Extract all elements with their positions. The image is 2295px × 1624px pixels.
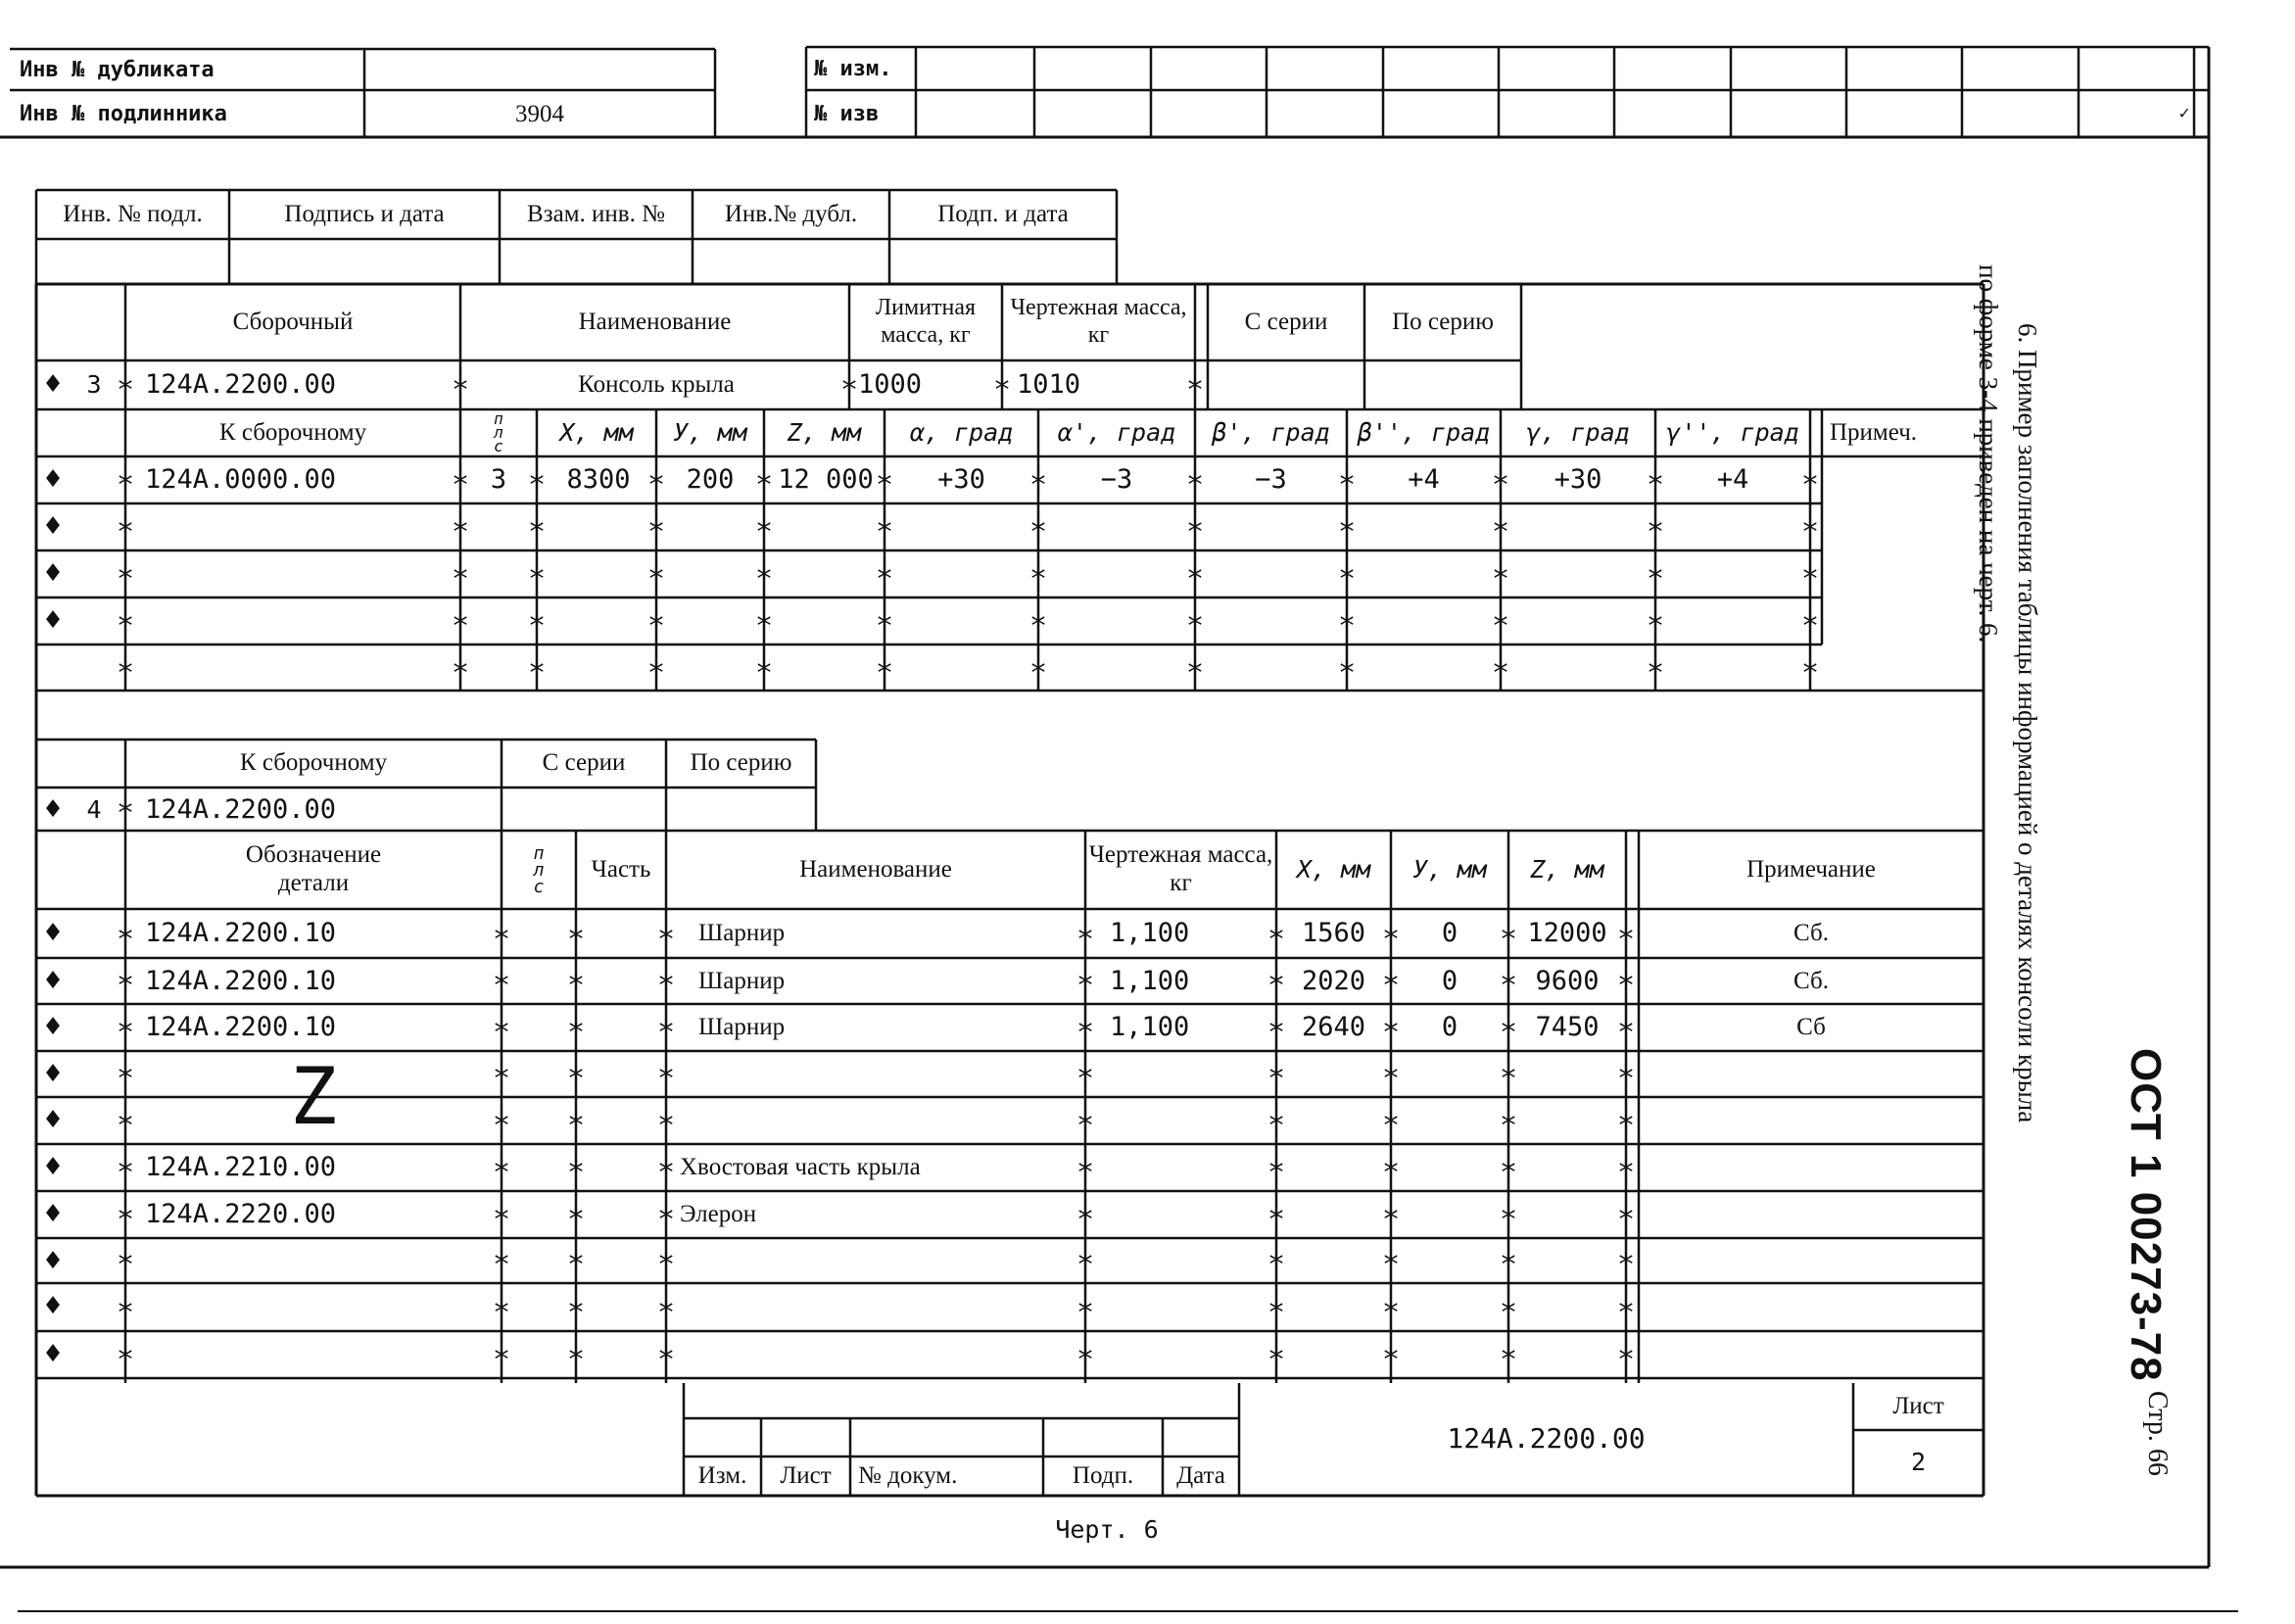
separator-star: *: [1381, 1016, 1401, 1050]
sig-header-sign-date: Подп. и дата: [937, 200, 1069, 227]
t1-sub-row-alpha[interactable]: +30: [937, 464, 985, 496]
t2-header-z: Z, мм: [1530, 854, 1604, 884]
separator-star: *: [1499, 1062, 1518, 1096]
t1-header-to-series: По серию: [1392, 308, 1494, 335]
separator-star: *: [492, 1296, 511, 1330]
t2-header-pls: п л с: [533, 842, 545, 897]
t1-sub-header-beta2: β'', град: [1357, 417, 1491, 447]
t1-header-drawing-mass: Чертежная масса, кг: [1010, 295, 1187, 348]
separator-star: *: [1800, 468, 1820, 502]
separator-star: *: [1076, 1016, 1095, 1050]
table-row-name[interactable]: Хвостовая часть крыла: [680, 1153, 921, 1180]
separator-star: *: [1491, 562, 1510, 597]
title-label-doc-number: № докум.: [858, 1461, 958, 1489]
t1-sub-row-marker: ♦: [43, 461, 63, 497]
table-row-name[interactable]: Шарнир: [698, 919, 786, 946]
table-row-mass[interactable]: 1,100: [1110, 1012, 1190, 1043]
t1-sub-row-z[interactable]: 12 000: [778, 464, 874, 496]
separator-star: *: [1616, 1343, 1636, 1377]
table-row-designation[interactable]: 124А.2200.10: [145, 1012, 337, 1043]
separator-star: *: [1616, 1296, 1636, 1330]
separator-star: *: [116, 468, 135, 502]
t1-sub-header-alpha1: α', град: [1057, 417, 1176, 447]
separator-star: *: [116, 923, 135, 957]
title-label-change: Изм.: [697, 1461, 747, 1489]
separator-star: *: [754, 515, 774, 549]
separator-star: *: [1616, 1016, 1636, 1050]
separator-star: *: [1381, 1343, 1401, 1377]
separator-star: *: [1646, 562, 1665, 597]
separator-star: *: [1267, 1203, 1286, 1237]
separator-star: *: [1616, 1062, 1636, 1096]
inv-original-label: Инв № подлинника: [20, 102, 227, 127]
separator-star: *: [1381, 1156, 1401, 1190]
separator-star: *: [527, 609, 547, 644]
t1-sub-header-alpha: α, град: [909, 417, 1014, 447]
separator-star: *: [1616, 1203, 1636, 1237]
table-row-note[interactable]: Сб.: [1793, 967, 1829, 994]
sig-header-inv-duplicate: Инв.№ дубл.: [724, 200, 858, 227]
separator-star: *: [1267, 1296, 1286, 1330]
separator-star: *: [1646, 468, 1665, 502]
change-number-label: № изм.: [814, 57, 892, 82]
separator-star: *: [1499, 1016, 1518, 1050]
separator-star: *: [527, 562, 547, 597]
t1-sub-header-beta1: β', град: [1212, 417, 1330, 447]
separator-star: *: [492, 923, 511, 957]
separator-star: *: [451, 373, 470, 407]
table-row-marker: ♦: [43, 1288, 63, 1323]
table-row-y[interactable]: 0: [1441, 918, 1458, 949]
separator-star: *: [1028, 656, 1048, 691]
separator-star: *: [1076, 923, 1095, 957]
table-row-y[interactable]: 0: [1441, 1012, 1458, 1043]
t1-empty-row-marker: ♦: [43, 508, 63, 544]
separator-star: *: [492, 969, 511, 1003]
separator-star: *: [646, 562, 666, 597]
separator-star: *: [451, 468, 470, 502]
separator-star: *: [451, 656, 470, 691]
separator-star: *: [116, 609, 135, 644]
separator-star: *: [875, 515, 894, 549]
separator-star: *: [116, 1296, 135, 1330]
t1-empty-row-marker: ♦: [43, 555, 63, 591]
table-row-y[interactable]: 0: [1441, 966, 1458, 997]
separator-star: *: [492, 1248, 511, 1282]
separator-star: *: [1616, 1109, 1636, 1143]
table-row-x[interactable]: 1560: [1301, 918, 1366, 949]
separator-star: *: [1076, 1062, 1095, 1096]
separator-star: *: [492, 1156, 511, 1190]
separator-star: *: [1646, 515, 1665, 549]
table-row-marker: ♦: [43, 1056, 63, 1091]
table-row-mass[interactable]: 1,100: [1110, 966, 1190, 997]
separator-star: *: [116, 656, 135, 691]
t2-header-to-assembly: К сборочному: [239, 749, 388, 777]
separator-star: *: [1337, 515, 1357, 549]
separator-star: *: [1646, 609, 1665, 644]
table-row-designation[interactable]: 124А.2220.00: [145, 1199, 337, 1230]
separator-star: *: [1499, 1156, 1518, 1190]
separator-star: *: [646, 656, 666, 691]
table-row-designation[interactable]: 124А.2210.00: [145, 1152, 337, 1183]
separator-star: *: [754, 609, 774, 644]
table-row-z[interactable]: 9600: [1535, 966, 1600, 997]
separator-star: *: [656, 1203, 676, 1237]
separator-star: *: [566, 1016, 586, 1050]
separator-star: *: [1267, 1156, 1286, 1190]
t1-header-name: Наименование: [578, 308, 732, 335]
separator-star: *: [1499, 1203, 1518, 1237]
separator-star: *: [1800, 562, 1820, 597]
separator-star: *: [1491, 515, 1510, 549]
t1-sub-row-pls[interactable]: 3: [490, 464, 507, 496]
t2-header-designation: Обозначение детали: [245, 841, 382, 896]
separator-star: *: [1185, 515, 1205, 549]
separator-star: *: [566, 1343, 586, 1377]
separator-star: *: [1381, 1109, 1401, 1143]
t1-header-assembly: Сборочный: [232, 308, 354, 335]
separator-star: *: [1028, 515, 1048, 549]
t1-sub-row-alpha1[interactable]: −3: [1100, 464, 1133, 496]
separator-star: *: [656, 1343, 676, 1377]
separator-star: *: [875, 609, 894, 644]
separator-star: *: [1185, 468, 1205, 502]
table-row-marker: ♦: [43, 1196, 63, 1231]
table-row-marker: ♦: [43, 915, 63, 950]
separator-star: *: [1337, 468, 1357, 502]
title-label-date: Дата: [1176, 1461, 1225, 1489]
separator-star: *: [875, 468, 894, 502]
separator-star: *: [1337, 562, 1357, 597]
separator-star: *: [656, 1016, 676, 1050]
table-row-name[interactable]: Шарнир: [698, 967, 786, 994]
separator-star: *: [754, 468, 774, 502]
title-sheet-value[interactable]: 2: [1910, 1448, 1927, 1477]
separator-star: *: [492, 1062, 511, 1096]
t1-sub-header-gamma2: γ'', град: [1666, 417, 1799, 447]
t2-header-x: X, мм: [1296, 854, 1371, 884]
t1-sub-header-x: X, мм: [559, 417, 634, 447]
t1-sub-row-gamma[interactable]: +30: [1554, 464, 1602, 496]
table-row-mass[interactable]: 1,100: [1110, 918, 1190, 949]
separator-star: *: [1616, 969, 1636, 1003]
separator-star: *: [116, 1203, 135, 1237]
separator-star: *: [116, 515, 135, 549]
separator-star: *: [1267, 1109, 1286, 1143]
table-row-z[interactable]: 12000: [1527, 918, 1607, 949]
t1-row-code[interactable]: 3: [86, 369, 102, 399]
t1-row-assembly[interactable]: 124А.2200.00: [145, 369, 337, 401]
separator-star: *: [116, 796, 135, 831]
separator-star: *: [656, 923, 676, 957]
separator-star: *: [1381, 923, 1401, 957]
t2-row-assembly[interactable]: 124А.2200.00: [145, 794, 337, 826]
notice-number-label: № изв: [814, 102, 880, 127]
separator-star: *: [1381, 1203, 1401, 1237]
separator-star: *: [116, 1062, 135, 1096]
separator-star: *: [1076, 1248, 1095, 1282]
inv-original-value[interactable]: 3904: [515, 100, 564, 127]
separator-star: *: [1381, 1296, 1401, 1330]
table-row-note[interactable]: Сб.: [1793, 919, 1829, 946]
separator-star: *: [1800, 515, 1820, 549]
separator-star: *: [1185, 562, 1205, 597]
t1-sub-header-note: Примеч.: [1830, 418, 1918, 446]
t1-sub-row-beta2[interactable]: +4: [1408, 464, 1440, 496]
separator-star: *: [1616, 1156, 1636, 1190]
separator-star: *: [116, 969, 135, 1003]
t1-sub-row-x[interactable]: 8300: [566, 464, 631, 496]
t1-sub-row-beta1[interactable]: −3: [1255, 464, 1287, 496]
side-note-line2: по форме 3-4 приведен на черт. 6.: [1974, 264, 2003, 644]
separator-star: *: [1267, 923, 1286, 957]
separator-star: *: [116, 562, 135, 597]
separator-star: *: [1491, 468, 1510, 502]
separator-star: *: [1076, 1296, 1095, 1330]
separator-star: *: [451, 515, 470, 549]
t1-row-name[interactable]: Консоль крыла: [578, 370, 735, 398]
t2-header-y: У, мм: [1412, 854, 1487, 884]
table-row-marker: ♦: [43, 1102, 63, 1137]
t2-row-code[interactable]: 4: [86, 794, 102, 824]
separator-star: *: [1381, 969, 1401, 1003]
t1-sub-row-y[interactable]: 200: [686, 464, 735, 496]
t2-header-to-series: По серию: [690, 749, 792, 777]
separator-star: *: [1491, 656, 1510, 691]
figure-caption: Черт. 6: [1055, 1514, 1159, 1544]
table-row-name[interactable]: Элерон: [680, 1200, 757, 1227]
title-doc-number[interactable]: 124А.2200.00: [1447, 1422, 1646, 1456]
t2-header-drawing-mass: Чертежная масса, кг: [1088, 841, 1273, 896]
separator-star: *: [451, 609, 470, 644]
separator-star: *: [1499, 923, 1518, 957]
sig-header-inv-original: Инв. № подл.: [63, 200, 203, 227]
separator-star: *: [451, 562, 470, 597]
title-label-sheet: Лист: [780, 1461, 832, 1489]
t2-header-part: Часть: [591, 855, 651, 883]
separator-star: *: [1800, 656, 1820, 691]
t1-sub-header-y: У, мм: [673, 417, 747, 447]
z-mark: Z: [289, 1051, 338, 1142]
separator-star: *: [875, 656, 894, 691]
t2-header-from-series: С серии: [542, 749, 626, 777]
separator-star: *: [1499, 1109, 1518, 1143]
separator-star: *: [992, 373, 1012, 407]
separator-star: *: [116, 1109, 135, 1143]
t1-row-drawing-mass[interactable]: 1010: [1017, 369, 1081, 401]
separator-star: *: [566, 1062, 586, 1096]
separator-star: *: [1499, 1248, 1518, 1282]
separator-star: *: [1076, 1156, 1095, 1190]
separator-star: *: [116, 373, 135, 407]
separator-star: *: [566, 923, 586, 957]
table-row-z[interactable]: 7450: [1535, 1012, 1600, 1043]
separator-star: *: [656, 969, 676, 1003]
t2-row-marker: ♦: [43, 791, 63, 827]
separator-star: *: [566, 1156, 586, 1190]
table-row-marker: ♦: [43, 1009, 63, 1044]
title-sheet-label: Лист: [1892, 1392, 1944, 1419]
separator-star: *: [527, 656, 547, 691]
side-note-line1: 6. Пример заполнения таблицы информацией о деталях консоли крыла: [2013, 323, 2042, 1123]
separator-star: *: [1267, 969, 1286, 1003]
t1-header-limit-mass: Лимитная масса, кг: [875, 295, 977, 348]
separator-star: *: [1076, 969, 1095, 1003]
separator-star: *: [1499, 1343, 1518, 1377]
separator-star: *: [1076, 1343, 1095, 1377]
separator-star: *: [116, 1156, 135, 1190]
separator-star: *: [527, 515, 547, 549]
t1-sub-header-pls: п л с: [494, 409, 503, 455]
separator-star: *: [1499, 1296, 1518, 1330]
inv-duplicate-label: Инв № дубликата: [20, 58, 215, 83]
separator-star: *: [566, 1296, 586, 1330]
t1-sub-header-gamma: γ, град: [1526, 417, 1630, 447]
separator-star: *: [656, 1156, 676, 1190]
separator-star: *: [116, 1248, 135, 1282]
separator-star: *: [1616, 1248, 1636, 1282]
separator-star: *: [1267, 1062, 1286, 1096]
title-label-signature: Подп.: [1072, 1461, 1134, 1489]
separator-star: *: [656, 1109, 676, 1143]
separator-star: *: [1185, 656, 1205, 691]
separator-star: *: [116, 1016, 135, 1050]
standard-page: Стр. 66: [2142, 1391, 2173, 1476]
separator-star: *: [1076, 1109, 1095, 1143]
table-row-designation[interactable]: 124А.2200.10: [145, 966, 337, 997]
table-row-marker: ♦: [43, 963, 63, 998]
sig-header-signature-date: Подпись и дата: [284, 200, 445, 227]
separator-star: *: [875, 562, 894, 597]
table-row-designation[interactable]: 124А.2200.10: [145, 918, 337, 949]
t1-row-limit-mass[interactable]: 1000: [858, 369, 923, 401]
separator-star: *: [1267, 1248, 1286, 1282]
t1-sub-row-gamma2[interactable]: +4: [1716, 464, 1749, 496]
separator-star: *: [656, 1062, 676, 1096]
t1-empty-row-marker: ♦: [43, 602, 63, 638]
t1-sub-header-to-assembly: К сборочному: [218, 418, 367, 446]
separator-star: *: [116, 1343, 135, 1377]
t1-header-from-series: С серии: [1244, 308, 1328, 335]
table-row-marker: ♦: [43, 1243, 63, 1278]
separator-star: *: [1028, 609, 1048, 644]
separator-star: *: [1381, 1062, 1401, 1096]
separator-star: *: [566, 1109, 586, 1143]
separator-star: *: [492, 1016, 511, 1050]
separator-star: *: [1267, 1343, 1286, 1377]
t2-header-name: Наименование: [799, 855, 952, 883]
t1-row-marker: ♦: [43, 366, 63, 402]
separator-star: *: [1800, 609, 1820, 644]
table-row-x[interactable]: 2020: [1301, 966, 1366, 997]
separator-star: *: [492, 1203, 511, 1237]
table-row-x[interactable]: 2640: [1301, 1012, 1366, 1043]
t2-header-note: Примечание: [1746, 855, 1876, 883]
separator-star: *: [1337, 609, 1357, 644]
separator-star: *: [1381, 1248, 1401, 1282]
separator-star: *: [754, 562, 774, 597]
separator-star: *: [1185, 373, 1205, 407]
table-row-marker: ♦: [43, 1149, 63, 1184]
separator-star: *: [1185, 609, 1205, 644]
separator-star: *: [1491, 609, 1510, 644]
separator-star: *: [1267, 1016, 1286, 1050]
separator-star: *: [656, 1296, 676, 1330]
separator-star: *: [646, 515, 666, 549]
separator-star: *: [646, 468, 666, 502]
separator-star: *: [839, 373, 859, 407]
separator-star: *: [566, 969, 586, 1003]
separator-star: *: [656, 1248, 676, 1282]
separator-star: *: [1646, 656, 1665, 691]
separator-star: *: [492, 1343, 511, 1377]
separator-star: *: [646, 609, 666, 644]
table-row-name[interactable]: Шарнир: [698, 1013, 786, 1040]
separator-star: *: [492, 1109, 511, 1143]
separator-star: *: [1028, 468, 1048, 502]
separator-star: *: [1076, 1203, 1095, 1237]
t1-sub-header-z: Z, мм: [787, 417, 862, 447]
separator-star: *: [566, 1203, 586, 1237]
separator-star: *: [1337, 656, 1357, 691]
separator-star: *: [1028, 562, 1048, 597]
t1-sub-row-assembly[interactable]: 124А.0000.00: [145, 464, 337, 496]
separator-star: *: [566, 1248, 586, 1282]
separator-star: *: [1616, 923, 1636, 957]
table-row-note[interactable]: Сб: [1796, 1013, 1826, 1040]
standard-code: ОСТ 1 00273-78: [2122, 1048, 2170, 1382]
check-mark: ✓: [2178, 102, 2190, 123]
separator-star: *: [754, 656, 774, 691]
sig-header-replace-inv: Взам. инв. №: [527, 200, 665, 227]
table-row-marker: ♦: [43, 1336, 63, 1371]
separator-star: *: [527, 468, 547, 502]
separator-star: *: [1499, 969, 1518, 1003]
